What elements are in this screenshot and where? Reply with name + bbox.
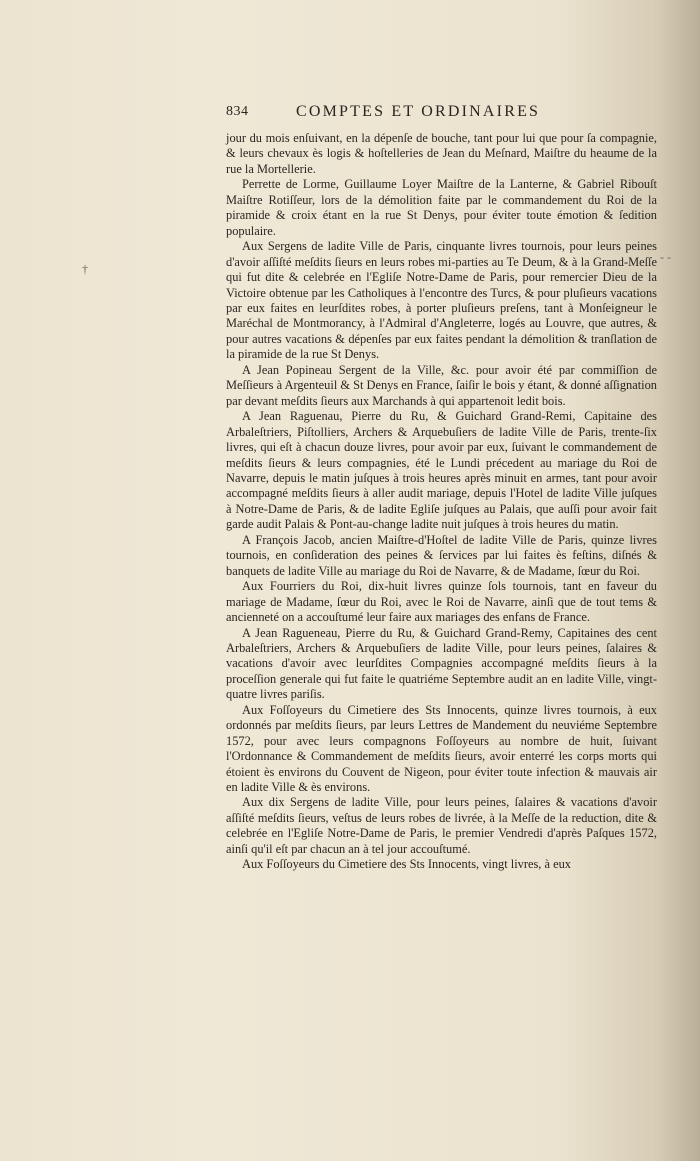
paragraph: A Jean Popineau Sergent de la Ville, &c. pour avoir été par commiſſion de Meſſieurs à Argenteuil & St Denys en France, ſaiſir le bois y étant, & donné aſſignation par devant meſdits ſieurs aux Marchands à qui appartenoit ledit bois.: [226, 362, 657, 408]
paragraph: Aux Foſſoyeurs du Cimetiere des Sts Innocents, vingt livres, à eux: [242, 857, 571, 872]
paragraph: Aux Sergens de ladite Ville de Paris, cinquante livres tournois, pour leurs peines d'avoir aſſiſté meſdits ſieurs en leurs robes mi-parties au Te Deum, & à la Grand-Meſſe qui fut dite & celebrée en l'Egliſe Notre-Dame de Paris, pour remercier Dieu de la Victoire obtenue par les Catholiques à l'encontre des Turcs, & pour pluſieurs vacations par eux faites en leurſdites robes, à porter pluſieurs preſens, tant à Monſeigneur le Maréchal de Montmorancy, à l'Admiral d'Angleterre, logés au Louvre, que autres, & pour autres vacations & dépenſes par eux faites pendant la démolition & tranſlation de la piramide de la rue St Denys.: [226, 239, 657, 362]
page-number: 834: [226, 104, 249, 119]
page-header: [226, 104, 666, 126]
paragraph: A Jean Ragueneau, Pierre du Ru, & Guichard Grand-Remy, Capitaines des cent Arbaleſtriers, Archers & Arquebuſiers de ladite Ville, pour leurs peines, ſalaires & vacations d'avoir avec leurſdites Compagnies accompagné meſdits ſieurs à la proceſſion generale qui fut faite le quatriéme Septembre audit an en ladite Ville, vingt-quatre livres pariſis.: [226, 625, 657, 702]
left-margin-mark: †: [82, 262, 88, 276]
paragraph: A Jean Raguenau, Pierre du Ru, & Guichard Grand-Remi, Capitaine des Arbaleſtriers, Piſtolliers, Archers & Arquebuſiers de ladite Ville de Paris, trente-ſix livres, qui eſt à chacun douze livres, pour avoir par eux, ſuivant le commandement de meſdits ſieurs & leurs compagnies, été le Lundi précedent au mariage du Roi de Navarre, depuis le matin juſques à trois heures après minuit en armes, tant pour avoir accompagné meſdits ſieurs à aller audit mariage, depuis l'Hotel de ladite Ville juſques à Notre-Dame de Paris, & de ladite Egliſe juſques au Palais, que auſſi pour avoir fait garde audit Palais & Pont-au-change ladite nuit juſques à trois heures du matin.: [226, 409, 657, 532]
body-text: [226, 131, 657, 873]
paragraph: A François Jacob, ancien Maiſtre-d'Hoſtel de ladite Ville de Paris, quinze livres tournois, en conſideration des peines & ſervices par lui faites ès feſtins, diſnés & banquets de ladite Ville au mariage du Roi de Navarre, & de Madame, ſœur du Roi.: [226, 532, 657, 578]
right-margin-mark: - -: [660, 250, 671, 264]
paragraph: Perrette de Lorme, Guillaume Loyer Maiſtre de la Lanterne, & Gabriel Ribouſt Maiſtre Rotiſſeur, lors de la démolition faite par le commandement du Roi de la piramide & croix étant en la rue St Denys, pour éviter toute émotion & ſedition populaire.: [226, 177, 657, 238]
paragraph: Aux Foſſoyeurs du Cimetiere des Sts Innocents, quinze livres tournois, à eux ordonnés par meſdits ſieurs, par leurs Lettres de Mandement du neuviéme Septembre 1572, pour avec leurs compagnons Foſſoyeurs au nombre de huit, ſuivant l'Ordonnance & Commandement de meſdits ſieurs, avoir enterré les corps morts qui étoient ès environs du Couvent de Nigeon, pour éviter toute infection & mauvais air en ladite Ville & ès environs.: [226, 702, 657, 795]
running-head: COMPTES ET ORDINAIRES: [296, 103, 541, 120]
paragraph: Aux Fourriers du Roi, dix-huit livres quinze ſols tournois, tant en faveur du mariage de Madame, ſœur du Roi, avec le Roi de Navarre, ainſi que de tout tems & ancienneté on a accouſtumé leur faire aux mariages des enfans de France.: [226, 579, 657, 625]
paragraph: jour du mois enſuivant, en la dépenſe de bouche, tant pour lui que pour ſa compagnie, & leurs chevaux ès logis & hoſtelleries de Jean du Meſnard, Maiſtre du heaume de la rue la Mortellerie.: [226, 131, 657, 176]
paragraph: Aux dix Sergens de ladite Ville, pour leurs peines, ſalaires & vacations d'avoir aſſiſté meſdits ſieurs, veſtus de leurs robes de livrée, à la Meſſe de la reduction, dite & celebrée en l'Egliſe Notre-Dame de Paris, le premier Vendredi d'après Paſques 1572, ainſi qu'il eſt par chacun an à tel jour accouſtumé.: [226, 795, 657, 856]
